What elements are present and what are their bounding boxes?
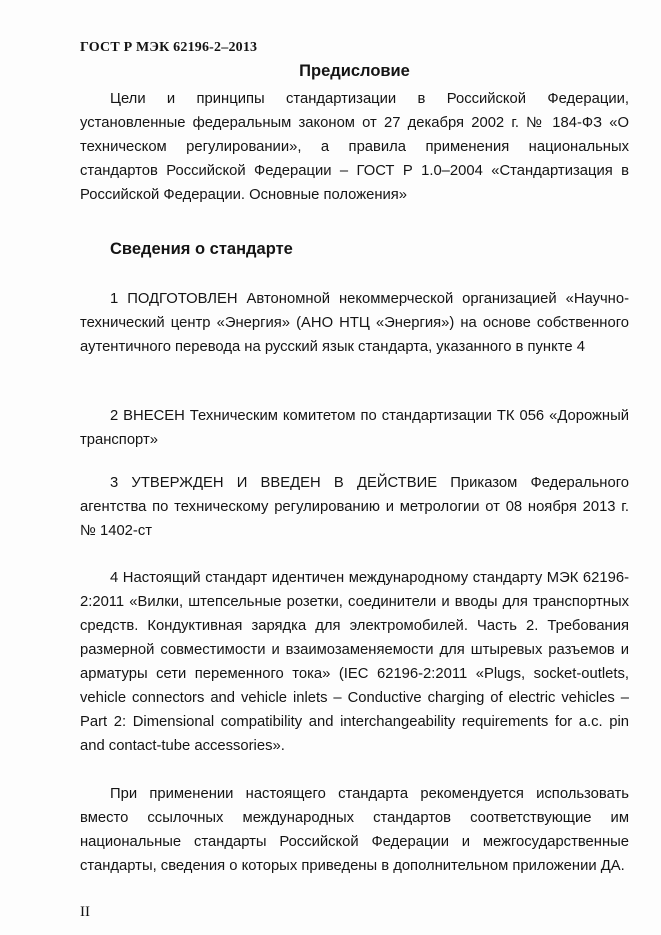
info-item-1: 1 ПОДГОТОВЛЕН Автономной некоммерческой организацией «Научно-технический центр «Энергия» (АНО НТЦ «Энергия») на основе собственного аутентичного перевода на русский язык стандарта, указанного в пункте 4 <box>80 291 629 355</box>
application-note: При применении настоящего стандарта рекомендуется использовать вместо ссылочных международных стандартов соответствующие им национальные стандарты Российской Федерации и межгосударственные стандарты, сведения о которых приведены в дополнительном приложении ДА. <box>80 786 629 874</box>
page-number: II <box>80 904 90 920</box>
info-item-3: 3 УТВЕРЖДЕН И ВВЕДЕН В ДЕЙСТВИЕ Приказом Федерального агентства по техническому регулированию и метрологии от 08 ноября 2013 г. № 1402-ст <box>80 475 629 539</box>
preface-title: Предисловие <box>299 62 410 80</box>
info-item-4: 4 Настоящий стандарт идентичен международному стандарту МЭК 62196-2:2011 «Вилки, штепсельные розетки, соединители и вводы для транспортных средств. Кондуктивная зарядка для электромобилей. Часть 2. Требования размерной совместимости и взаимозаменяемости для штыревых разъемов и арматуры сети переменного тока» (IEC 62196-2:2011 «Plugs, socket-outlets, vehicle connectors and vehicle inlets – Conductive charging of electric vehicles – Part 2: Dimensional compatibility and interchangeability requirements for a.c. pin and contact-tube accessories». <box>80 570 629 754</box>
document-header: ГОСТ Р МЭК 62196-2–2013 <box>80 40 258 55</box>
preface-paragraph: Цели и принципы стандартизации в Российской Федерации, установленные федеральным законом от 27 декабря 2002 г. № 184-ФЗ «О техническом регулировании», а правила применения национальных стандартов Российской Федерации – ГОСТ Р 1.0–2004 «Стандартизация в Российской Федерации. Основные положения» <box>80 91 629 203</box>
section-title: Сведения о стандарте <box>110 240 293 258</box>
info-item-2: 2 ВНЕСЕН Техническим комитетом по стандартизации ТК 056 «Дорожный транспорт» <box>80 408 629 448</box>
